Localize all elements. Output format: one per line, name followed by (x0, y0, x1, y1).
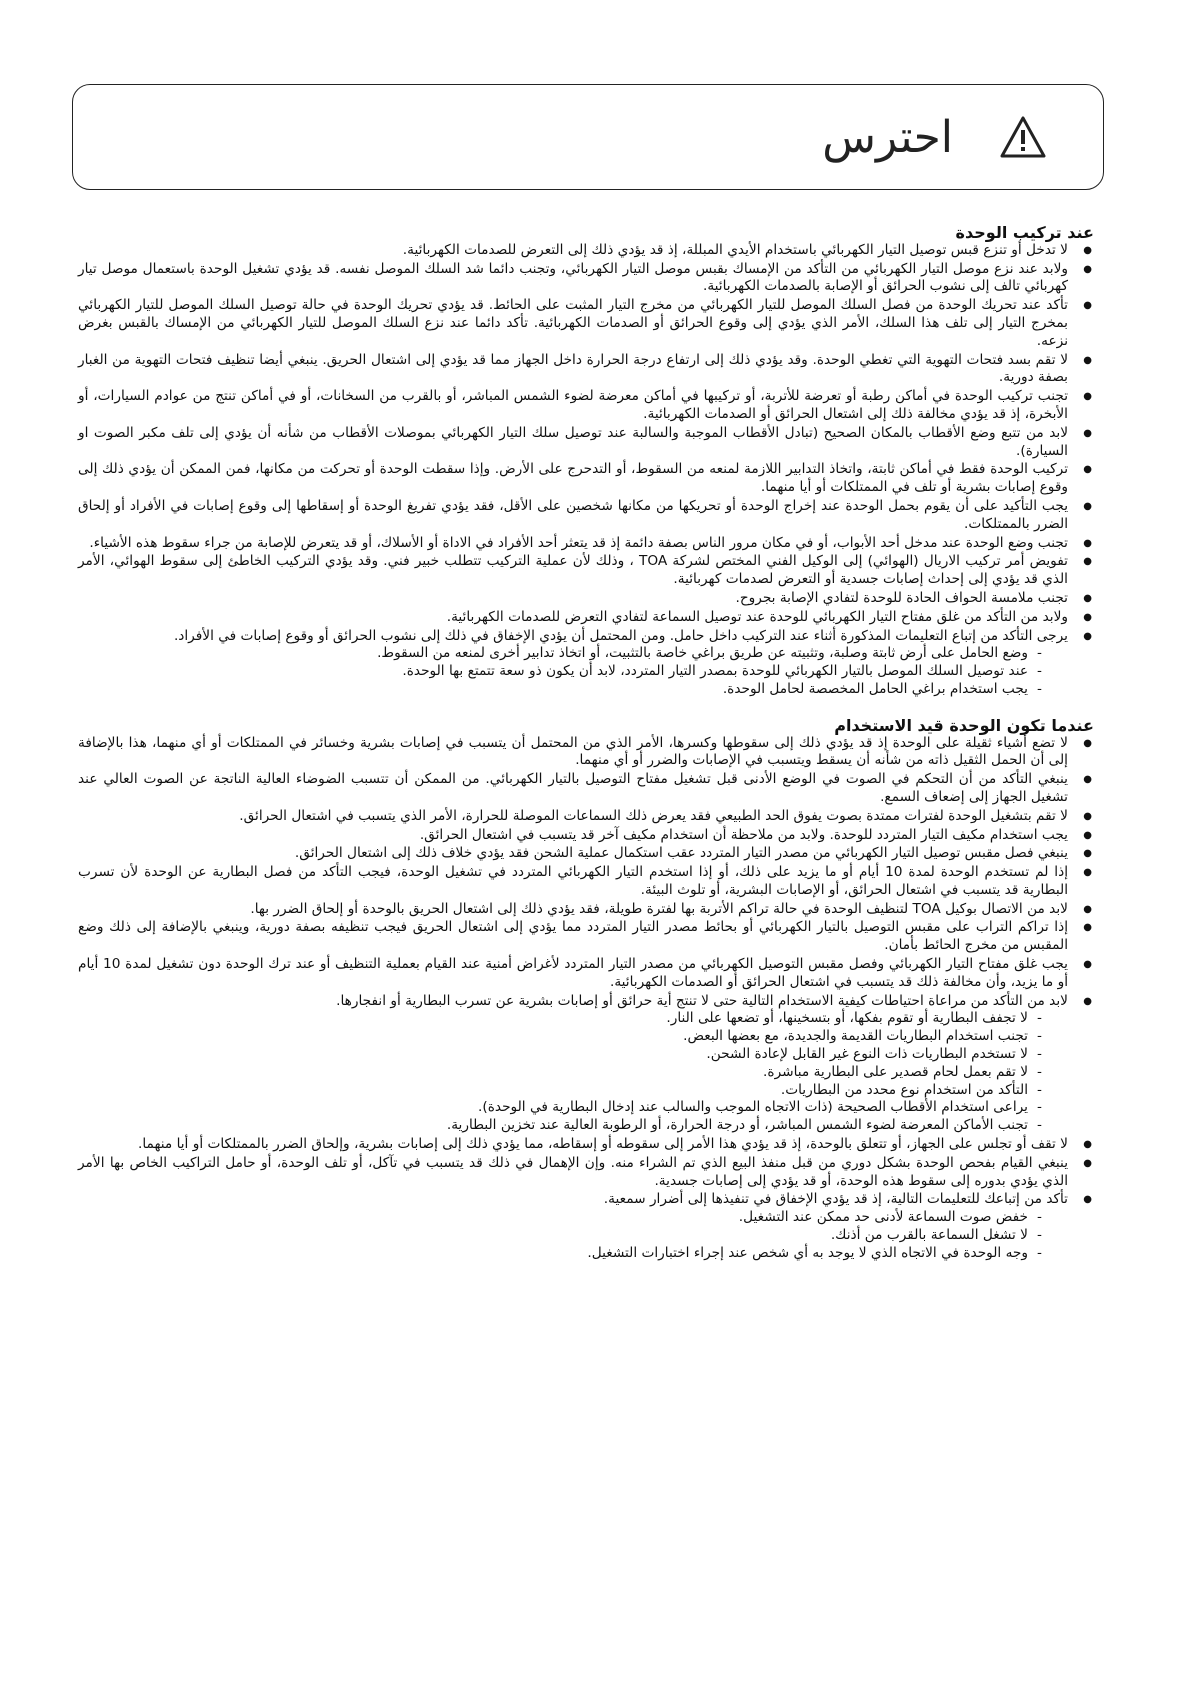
list-item (78, 1155, 1094, 1191)
sub-list-item: - لا تجفف البطارية أو تقوم بفكها، أو بتسخينها، أو تضعها على النار. (78, 1010, 1068, 1028)
list-item-text: تجنب تركيب الوحدة في أماكن رطبة أو تعرضة للأتربة، أو تركيبها في أماكن معرضة لضوء الشمس المباشر، أو بالقرب من السخانات، أو في أماكن تنتج من عوادم السيارات، أو الأبخرة، إذ قد يؤدي مخالفة ذلك إلى اشتعال الحرائق أو الصدمات الكهربائية. (78, 388, 1068, 422)
list-item-text: ولابد من التأكد من غلق مفتاح التيار الكهربائي للوحدة عند توصيل السماعة لتفادي التعرض للصدمات الكهربائية. (446, 608, 1068, 625)
sub-list-item: - خفض صوت السماعة لأدنى حد ممكن عند التشغيل. (78, 1209, 1068, 1227)
list-item-text: لابد من التأكد من مراعاة احتياطات كيفية الاستخدام التالية حتى لا تنتج أية حرائق أو إصابات بشرية عن تسرب البطارية أو انفجارها. (336, 992, 1068, 1009)
list-item-text: ينبغي القيام بفحص الوحدة بشكل دوري من قبل منفذ البيع الذي تم الشراء منه. وإن الإهمال في ذلك قد يتسبب في تآكل، أو تلف الوحدة، أو حامل التراكيب الخاص بها الأمر الذي يؤدي بدوره إلى سقوط هذه الوحدة، أو قد يؤدي إلى إصابات جسدية. (78, 1154, 1068, 1189)
list-item (78, 609, 1094, 627)
list-item-text: لابد من تتبع وضع الأقطاب بالمكان الصحيح (تبادل الأقطاب الموجبة والسالبة عند توصيل سلك التيار الكهربائي بموصلات الأقطاب من شأنه أن يؤدي إلى تلف مكبر الصوت او السيارة). (78, 424, 1068, 459)
list-item (78, 388, 1094, 424)
list-item-text: ينبغي فصل مقبس توصيل التيار الكهربائي من مصدر التيار المتردد عقب استكمال عملية الشحن فقد يؤدي خلاف ذلك إلى اشتعال الحرائق. (294, 845, 1068, 862)
list-item-text: تأكد عند تحريك الوحدة من فصل السلك الموصل للتيار الكهربائي من مخرج التيار المثبت على الحائط. قد يؤدي تحريك الوحدة في حالة توصيل السلك الموصل للتيار الكهربائي بمخرج التيار إلى تلف هذا السلك، الأمر الذي يؤدي إلى وقوع الحرائق أو الصدمات الكهربائية. تأكد دائما عند نزع السلك الموصل للتيار الكهربائي من الإمساك بالقبس بغرض نزعه. (78, 297, 1068, 349)
safety-content (78, 224, 1094, 1264)
section-title-usage: عندما تكون الوحدة قيد الاستخدام (834, 715, 1094, 735)
list-item-text: لابد من الاتصال بوكيل TOA لتنظيف الوحدة في حالة تراكم الأتربة بها لفترة طويلة، فقد يؤدي ذلك إلى اشتعال الحريق بالوحدة أو إلحاق الضرر بها. (250, 900, 1068, 917)
list-item-text: إذا لم تستخدم الوحدة لمدة 10 أيام أو ما يزيد على ذلك، أو إذا استخدم التيار الكهربائي المتردد في تشغيل الوحدة، فيجب التأكد من فصل البطارية عن الوحدة لأن تسرب البطارية قد يتسبب في اشتعال الحرائق، أو الإصابات البشرية، أو تلوث البيئة. (78, 864, 1068, 898)
list-item-text: إذا تراكم التراب على مقبس التوصيل بالتيار الكهربائي أو بحائط مصدر التيار المتردد مما يؤدي إلى اشتعال الحريق فيجب تنظيفه بصفة دورية، وينبغي بالإضافة إلى ذلك وضع المقبس من مخرج الحائط بأمان. (78, 919, 1068, 954)
list-item-text: يجب غلق مفتاح التيار الكهربائي وفصل مقبس التوصيل الكهربائي من مصدر التيار المتردد لأغراض أمنية عند القيام بعملية التنظيف أو عند ترك الوحدة دون تشغيل لمدة 10 أيام أو ما يزيد، وأن مخالفة ذلك قد يتسبب في اشتعال الحرائق أو الصدمات الكهربائية. (78, 956, 1068, 990)
sub-list-item: - لا تقم بعمل لحام قصدير على البطارية مباشرة. (78, 1064, 1068, 1082)
list-item-text: لا تقف أو تجلس على الجهاز، أو تتعلق بالوحدة، إذ قد يؤدي هذا الأمر إلى سقوطه أو إسقاطه، مما يؤدي ذلك إلى إصابات بشرية، وإلحاق الضرر بالممتلكات أو أيا منهما. (138, 1136, 1068, 1153)
list-item-text: تجنب ملامسة الحواف الحادة للوحدة لتفادي الإصابة بجروح. (735, 589, 1068, 606)
list-item-text: تركيب الوحدة فقط في أماكن ثابتة، واتخاذ التدابير اللازمة لمنعه من السقوط، أو التدحرج على الأرض. وإذا سقطت الوحدة أو تحركت من مكانها، فمن الممكن أن يؤدي ذلك إلى وقوع إصابات بشرية أو تلف في الممتلكات أو أيا منهما. (78, 461, 1068, 496)
list-item (78, 956, 1094, 992)
list-item (78, 845, 1094, 863)
caution-title: احترس (822, 112, 953, 162)
sub-list-item: - وضع الحامل على أرض ثابتة وصلبة، وتثبيته عن طريق براغي خاصة بالتثبيت، أو اتخاذ تدابير أخرى لمنعه من السقوط. (78, 645, 1068, 663)
list-item (78, 771, 1094, 807)
list-item-text: يرجى التأكد من إتباع التعليمات المذكورة أثناء عند التركيب داخل حامل. ومن المحتمل أن يؤدي الإخفاق في ذلك إلى نشوب الحرائق أو وقوع إصابات في الأفراد. (173, 627, 1068, 644)
list-item (78, 498, 1094, 534)
sub-list (78, 1010, 1068, 1135)
sub-list-item: - وجه الوحدة في الاتجاه الذي لا يوجد به أي شخص عند إجراء اختبارات التشغيل. (78, 1245, 1068, 1263)
list-item-text: ولابد عند نزع موصل التيار الكهربائي من التأكد من الإمساك بقبس موصل التيار الكهربائي، وتجنب دائما شد السلك الموصل نفسه. قد يؤدي تشغيل الوحدة باستعمال موصل تيار كهربائي تالف إلى نشوب الحرائق أو الإصابة بالصدمات الكهربائية. (78, 260, 1068, 295)
sub-list-item: - عند توصيل السلك الموصل بالتيار الكهربائي للوحدة بمصدر التيار المتردد، لابد أن يكون ذو سعة تتمتع بها الوحدة. (78, 663, 1068, 681)
sub-list (78, 645, 1068, 698)
list-item (78, 242, 1094, 260)
list-item (78, 461, 1094, 497)
list-item-text: لا تقم بسد فتحات التهوية التي تغطي الوحدة. وقد يؤدي ذلك إلى ارتفاع درجة الحرارة داخل الجهاز مما قد يؤدي إلى اشتعال الحريق. ينبغي أيضا تنظيف فتحات التهوية من الغبار بصفة دورية. (78, 351, 1068, 386)
usage-list (78, 735, 1094, 1263)
sub-list-item: - لا تشغل السماعة بالقرب من أذنك. (78, 1227, 1068, 1245)
list-item-text: يجب التأكيد على أن يقوم بحمل الوحدة عند إخراج الوحدة أو تحريكها من مكانها شخصين على الأقل، فقد يؤدي تفريغ الوحدة أو إسقاطها إلى وقوع إصابات في الأفراد أو إلحاق الضرر بالممتلكات. (78, 497, 1068, 532)
list-item (78, 901, 1094, 919)
list-item-text: تفويض أمر تركيب الاريال (الهوائي) إلى الوكيل الفني المختص لشركة TOA ، وذلك لأن عملية التركيب تتطلب خبير فني. وقد يؤدي التركيب الخاطئ إلى سقوط الهوائي، الأمر الذي قد يؤدي إلى إحداث إصابات جسدية أو التعرض لصدمات كهربائية. (78, 553, 1068, 588)
sub-list-item: - التأكد من استخدام نوع محدد من البطاريات. (78, 1082, 1068, 1100)
list-item (78, 993, 1094, 1135)
list-item (78, 425, 1094, 461)
list-item-text: ينبغي التأكد من أن التحكم في الصوت في الوضع الأدنى قبل تشغيل مفتاح التوصيل بالتيار الكهربائي. من الممكن أن تتسبب الضوضاء العالية الناتجة عن الصوت العالي عند تشغيل الجهاز إلى إضعاف السمع. (78, 771, 1068, 805)
list-item-text: تجنب وضع الوحدة عند مدخل أحد الأبواب، أو في مكان مرور الناس بصفة دائمة إذ قد يتعثر أحد الأفراد في الاداة أو الأسلاك، أو قد يتعرض للإصابة من جراء سقوط هذه الأشياء. (89, 534, 1068, 551)
list-item (78, 590, 1094, 608)
sub-list (78, 1209, 1068, 1262)
list-item (78, 261, 1094, 297)
installation-list (78, 242, 1094, 699)
list-item (78, 297, 1094, 350)
list-item (78, 535, 1094, 553)
list-item (78, 1191, 1094, 1262)
section-title-installation: عند تركيب الوحدة (955, 223, 1094, 242)
list-item (78, 735, 1094, 771)
list-item (78, 352, 1094, 388)
list-item (78, 1136, 1094, 1154)
list-item (78, 808, 1094, 826)
list-item-text: يجب استخدام مكيف التيار المتردد للوحدة. ولابد من ملاحظة أن استخدام مكيف آخر قد يتسبب في اشتعال الحرائق. (419, 826, 1068, 843)
list-item-text: لا تضع أشياء ثقيلة على الوحدة إذ قد يؤدي ذلك إلى سقوطها وكسرها، الأمر الذي من المحتمل أن يتسبب في إصابات بشرية وخسائر في الممتلكات أو أي منهما، هذا بالإضافة إلى أن الحمل الثقيل ذاته من شأنه أن يسقط ويتسبب في الإصابات والضرر أو أي منهما. (78, 734, 1068, 769)
sub-list-item: - يراعى استخدام الأقطاب الصحيحة (ذات الاتجاه الموجب والسالب عند إدخال البطارية في الوحدة). (78, 1099, 1068, 1117)
warning-triangle-icon (999, 115, 1047, 159)
list-item (78, 864, 1094, 900)
list-item (78, 827, 1094, 845)
list-item-text: تأكد من إتباعك للتعليمات التالية، إذ قد يؤدي الإخفاق في تنفيذها إلى أضرار سمعية. (603, 1191, 1068, 1208)
list-item-text: لا تدخل أو تنزع قبس توصيل التيار الكهربائي باستخدام الأيدي المبللة، إذ قد يؤدي ذلك إلى التعرض للصدمات الكهربائية. (402, 241, 1068, 258)
list-item-text: لا تقم بتشغيل الوحدة لفترات ممتدة بصوت يفوق الحد الطبيعي فقد يعرض ذلك السماعات الموصلة للحرارة، الأمر الذي يتسبب في اشتعال الحرائق. (239, 807, 1068, 824)
caution-header-box (72, 84, 1104, 190)
sub-list-item: - يجب استخدام براغي الحامل المخصصة لحامل الوحدة. (78, 681, 1068, 699)
sub-list-item: - لا تستخدم البطاريات ذات النوع غير القابل لإعادة الشحن. (78, 1046, 1068, 1064)
list-item (78, 628, 1094, 699)
sub-list-item: - تجنب الأماكن المعرضة لضوء الشمس المباشر، أو درجة الحرارة، أو الرطوبة العالية عند تخزين البطارية. (78, 1117, 1068, 1135)
list-item (78, 553, 1094, 589)
sub-list-item: - تجنب استخدام البطاريات القديمة والجديدة، مع بعضها البعض. (78, 1028, 1068, 1046)
list-item (78, 919, 1094, 955)
